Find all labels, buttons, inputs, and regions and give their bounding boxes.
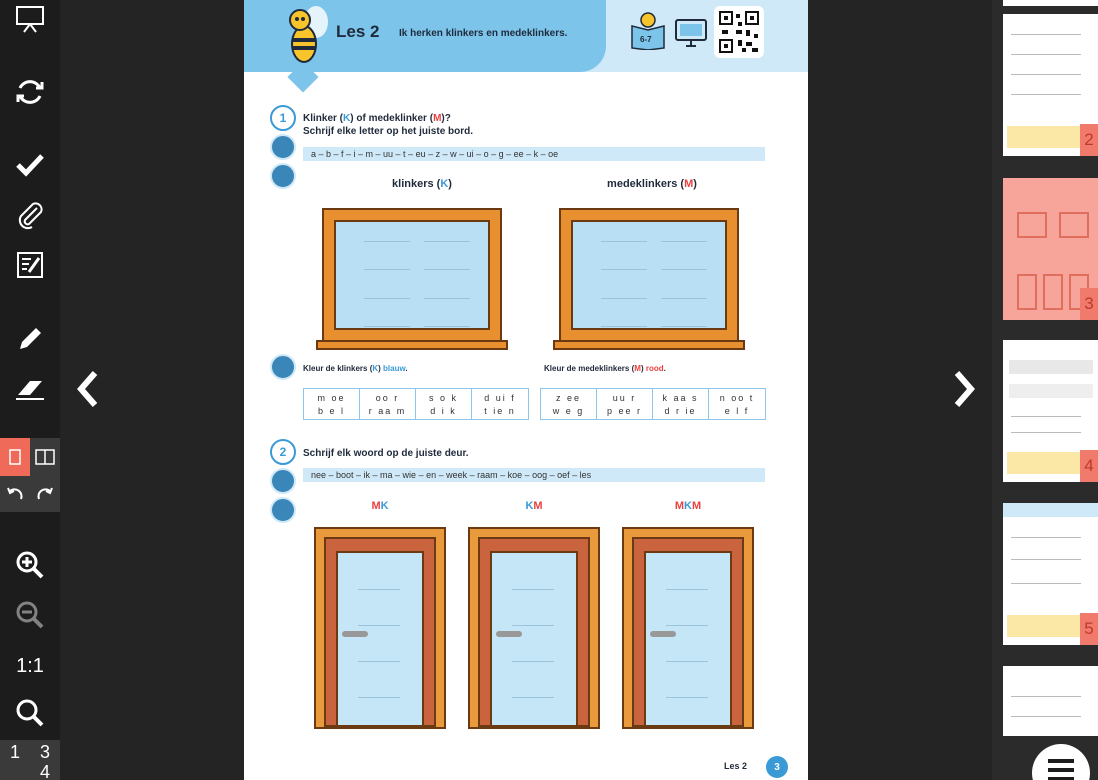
refresh-icon[interactable] — [0, 72, 60, 112]
word-table-medeklinkers — [540, 388, 766, 420]
thumb-line — [1009, 384, 1093, 398]
write-line — [666, 697, 708, 698]
thumbnail-page-4[interactable] — [1003, 340, 1098, 482]
footer-lesson: Les 2 — [724, 761, 748, 771]
double-page-icon[interactable] — [30, 438, 60, 476]
thumb-line — [1009, 360, 1093, 374]
thumb-window — [1017, 212, 1047, 238]
thumb-box — [1007, 126, 1087, 148]
thumb-line — [1011, 716, 1081, 717]
window-glass — [334, 220, 490, 330]
write-line — [661, 241, 707, 242]
write-line — [364, 269, 410, 270]
thumbnail-number: 2 — [1080, 124, 1098, 156]
word-table-klinkers — [303, 388, 529, 420]
computer-icon — [674, 18, 708, 53]
exercise-2-number: 2 — [270, 439, 296, 465]
thumb-door — [1017, 274, 1037, 310]
color-klinkers-instruction: Kleur de klinkers (K) blauw. — [303, 364, 408, 373]
edit-notes-icon[interactable] — [0, 246, 60, 284]
write-line — [364, 298, 410, 299]
thumbnail-number: 5 — [1080, 613, 1098, 645]
door-panel — [336, 551, 424, 727]
write-line — [601, 269, 647, 270]
zoom-reset-label: 1:1 — [16, 654, 44, 677]
thumb-line — [1011, 34, 1081, 35]
door-panel — [644, 551, 732, 727]
color-medeklinkers-instruction: Kleur de medeklinkers (M) rood. — [544, 364, 666, 373]
thumb-line — [1011, 94, 1081, 95]
undo-icon[interactable] — [0, 476, 30, 512]
window-board-klinkers[interactable] — [316, 208, 508, 354]
thumb-line — [1011, 416, 1081, 417]
zoom-reset-button[interactable] — [0, 648, 60, 684]
page-mode-label-3: 3 — [39, 742, 50, 762]
write-line — [666, 625, 708, 626]
window-glass — [571, 220, 727, 330]
thumb-line — [1011, 54, 1081, 55]
page-mode-label-1: 1 — [9, 742, 20, 762]
thumb-line — [1011, 583, 1081, 584]
word-cell[interactable]: s o k d i k — [416, 389, 472, 419]
write-line — [661, 298, 707, 299]
thumb-door — [1043, 274, 1063, 310]
thumbnail-number: 4 — [1080, 450, 1098, 482]
chevron-right-icon — [949, 369, 979, 409]
write-line — [601, 326, 647, 327]
page-mode-label-4: 4 — [39, 762, 50, 780]
door-mkm[interactable] — [622, 527, 754, 729]
thumbnail-page-6[interactable] — [1003, 666, 1098, 736]
thumbnail-page-5[interactable] — [1003, 503, 1098, 645]
word-cell[interactable]: oo r r aa m — [360, 389, 416, 419]
thumb-line — [1011, 432, 1081, 433]
write-pencil-icon — [270, 163, 296, 189]
exercise-1-instruction: Schrijf elke letter op het juiste bord. — [303, 126, 474, 137]
write-line — [666, 661, 708, 662]
door-label-mk: MK — [371, 500, 389, 512]
word-cell[interactable]: n oo t e l f — [719, 393, 755, 416]
exercise-1-question: Klinker (K) of medeklinker (M)? — [303, 113, 451, 124]
page-number: 3 — [766, 756, 788, 778]
age-badge: 6-7 — [640, 35, 652, 44]
read-pirate-icon — [270, 134, 296, 160]
lesson-title: Les 2 — [336, 22, 380, 41]
single-page-icon[interactable] — [0, 438, 30, 476]
write-line — [512, 589, 554, 590]
write-line — [358, 661, 400, 662]
checkmark-icon[interactable] — [0, 146, 60, 184]
window-board-medeklinkers[interactable] — [553, 208, 745, 354]
write-line — [512, 697, 554, 698]
page-mode-button[interactable] — [0, 740, 30, 780]
word-strip: nee – boot – ik – ma – wie – en – week – raam – koe – oog – oef – les — [303, 468, 765, 482]
write-line — [661, 269, 707, 270]
write-line — [424, 269, 470, 270]
thumb-window — [1059, 212, 1089, 238]
write-line — [358, 589, 400, 590]
door-label-mkm: MKM — [674, 500, 702, 512]
word-cell[interactable]: uu r p ee r — [597, 389, 653, 419]
write-pencil-icon — [270, 497, 296, 523]
door-handle-icon — [342, 631, 368, 637]
letter-strip: a – b – f – i – m – uu – t – eu – z – w – ui – o – g – ee – k – oe — [303, 147, 765, 161]
previous-page-button[interactable] — [68, 366, 108, 412]
write-line — [364, 241, 410, 242]
door-handle-icon — [496, 631, 522, 637]
presentation-icon[interactable] — [0, 2, 60, 36]
write-line — [358, 697, 400, 698]
page-mode-button-2[interactable] — [30, 740, 60, 780]
eraser-icon[interactable] — [0, 370, 60, 408]
door-mk[interactable] — [314, 527, 446, 729]
door-label-km: KM — [525, 500, 543, 512]
search-icon[interactable] — [0, 694, 60, 732]
qr-code-icon[interactable] — [714, 6, 764, 58]
bee-mascot-icon — [282, 4, 334, 68]
thumb-box — [1007, 452, 1087, 474]
zoom-in-icon[interactable] — [0, 546, 60, 584]
write-line — [424, 298, 470, 299]
exercise-1-title — [303, 112, 473, 138]
color-brush-icon — [270, 354, 296, 380]
thumb-banner — [1003, 503, 1098, 517]
window-sill — [553, 340, 745, 350]
thumbnail-number: 3 — [1080, 288, 1098, 320]
klinkers-heading: klinkers (K) — [392, 178, 452, 190]
write-line — [512, 625, 554, 626]
write-line — [601, 298, 647, 299]
door-km[interactable] — [468, 527, 600, 729]
door-handle-icon — [650, 631, 676, 637]
thumb-line — [1011, 696, 1081, 697]
thumb-line — [1011, 74, 1081, 75]
write-line — [601, 241, 647, 242]
page-thumbnails — [992, 0, 1098, 780]
zoom-out-icon[interactable] — [0, 596, 60, 634]
write-line — [364, 326, 410, 327]
write-line — [358, 625, 400, 626]
redo-icon[interactable] — [30, 476, 60, 512]
write-line — [661, 326, 707, 327]
word-cell[interactable]: z ee w e g — [541, 389, 597, 419]
worksheet-page — [244, 0, 808, 780]
medeklinkers-heading: medeklinkers (M) — [607, 178, 697, 190]
word-cell[interactable]: d ui f t ie n — [484, 393, 516, 416]
write-line — [424, 241, 470, 242]
write-line — [666, 589, 708, 590]
thumbnail-page-2[interactable] — [1003, 14, 1098, 156]
exercise-1-number: 1 — [270, 105, 296, 131]
lesson-subtitle: Ik herken klinkers en medeklinkers. — [399, 28, 568, 39]
chevron-left-icon — [73, 369, 103, 409]
hamburger-menu-icon — [1046, 758, 1076, 780]
thumbnail-partial[interactable] — [1003, 0, 1098, 6]
door-panel — [490, 551, 578, 727]
word-cell[interactable]: k aa s d r ie — [653, 389, 709, 419]
thumb-line — [1011, 537, 1081, 538]
read-pirate-icon — [270, 468, 296, 494]
window-sill — [316, 340, 508, 350]
thumb-box — [1007, 615, 1087, 637]
thumb-line — [1011, 559, 1081, 560]
age-book-icon — [630, 8, 666, 50]
left-toolbar — [0, 0, 60, 780]
exercise-2-title: Schrijf elk woord op de juiste deur. — [303, 448, 469, 459]
write-line — [512, 661, 554, 662]
next-page-button[interactable] — [944, 366, 984, 412]
write-line — [424, 326, 470, 327]
thumbnail-page-3[interactable] — [1003, 178, 1098, 320]
word-cell[interactable]: m oe b e l — [304, 389, 360, 419]
pencil-icon[interactable] — [0, 320, 60, 358]
paperclip-icon[interactable] — [0, 196, 60, 234]
